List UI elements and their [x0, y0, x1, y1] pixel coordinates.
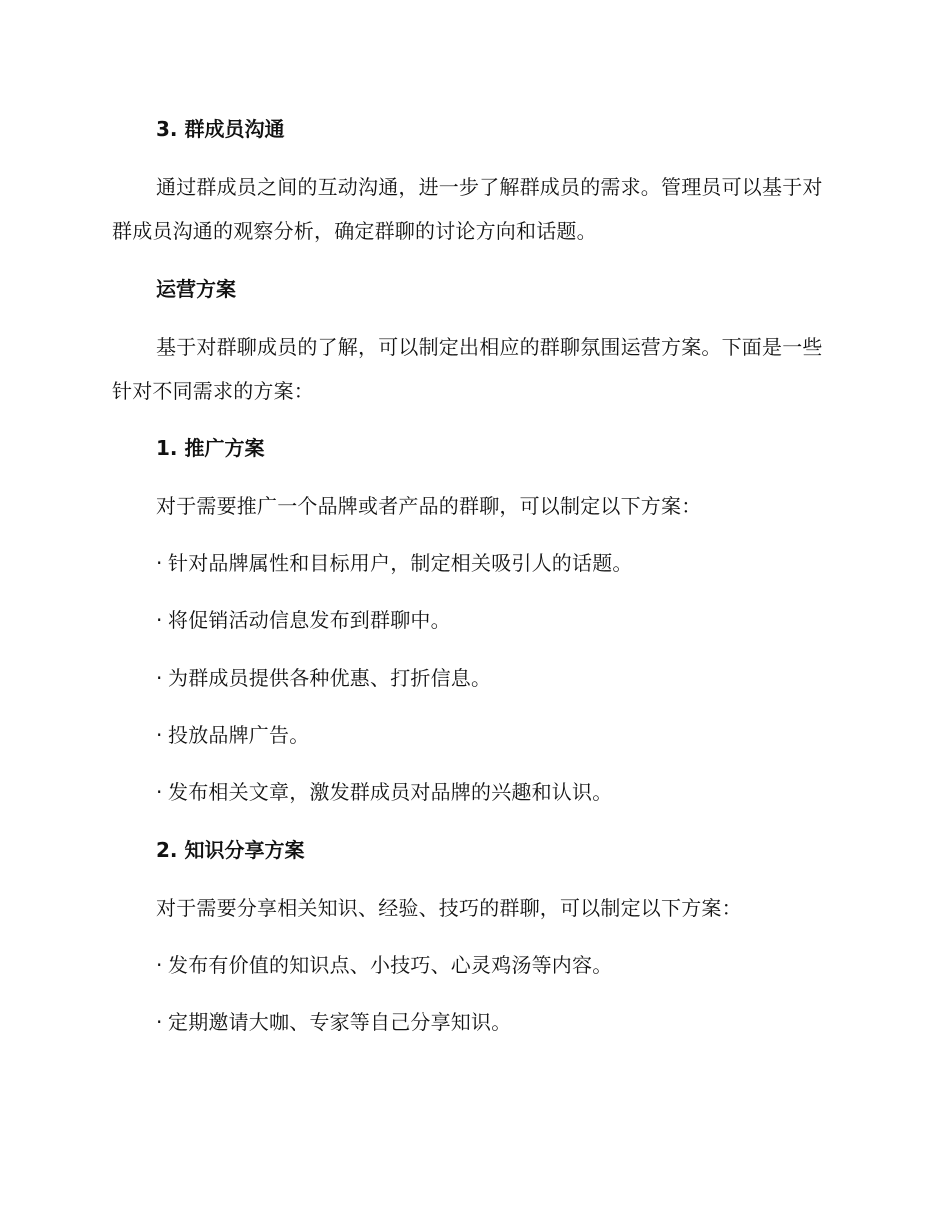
list-item-text: 将促销活动信息发布到群聊中。 — [168, 608, 451, 632]
promotion-plan-intro: 对于需要推广一个品牌或者产品的群聊，可以制定以下方案： — [156, 494, 702, 518]
knowledge-sharing-intro: 对于需要分享相关知识、经验、技巧的群聊，可以制定以下方案： — [156, 896, 742, 920]
list-item-text: 定期邀请大咖、专家等自己分享知识。 — [168, 1010, 512, 1034]
bullet-dot-icon: · — [156, 780, 163, 804]
list-item — [156, 951, 612, 979]
bullet-dot-icon: · — [156, 551, 163, 575]
list-item-text: 投放品牌广告。 — [168, 723, 310, 747]
list-item — [156, 1008, 511, 1036]
bullet-dot-icon: · — [156, 953, 163, 977]
list-item — [156, 606, 451, 634]
paragraph-operation-plan: 基于对群聊成员的了解，可以制定出相应的群聊氛围运营方案。下面是一些针对不同需求的方案： — [112, 335, 823, 403]
paragraph-group-communication: 通过群成员之间的互动沟通，进一步了解群成员的需求。管理员可以基于对群成员沟通的观察分析，确定群聊的讨论方向和话题。 — [112, 175, 823, 243]
list-item — [156, 549, 633, 577]
list-item — [156, 664, 491, 692]
section-heading-knowledge-sharing: 2. 知识分享方案 — [156, 838, 305, 862]
list-item-text: 发布相关文章，激发群成员对品牌的兴趣和认识。 — [168, 780, 613, 804]
bullet-dot-icon: · — [156, 666, 163, 690]
section-heading-operation-plan: 运营方案 — [156, 277, 236, 301]
section-heading-group-communication: 3. 群成员沟通 — [156, 117, 285, 141]
bullet-dot-icon: · — [156, 608, 163, 632]
list-item-text: 为群成员提供各种优惠、打折信息。 — [168, 666, 492, 690]
list-item-text: 针对品牌属性和目标用户，制定相关吸引人的话题。 — [168, 551, 633, 575]
section-heading-promotion-plan: 1. 推广方案 — [156, 436, 265, 460]
bullet-dot-icon: · — [156, 1010, 163, 1034]
bullet-dot-icon: · — [156, 723, 163, 747]
list-item-text: 发布有价值的知识点、小技巧、心灵鸡汤等内容。 — [168, 953, 613, 977]
list-item — [156, 721, 309, 749]
list-item — [156, 778, 612, 806]
